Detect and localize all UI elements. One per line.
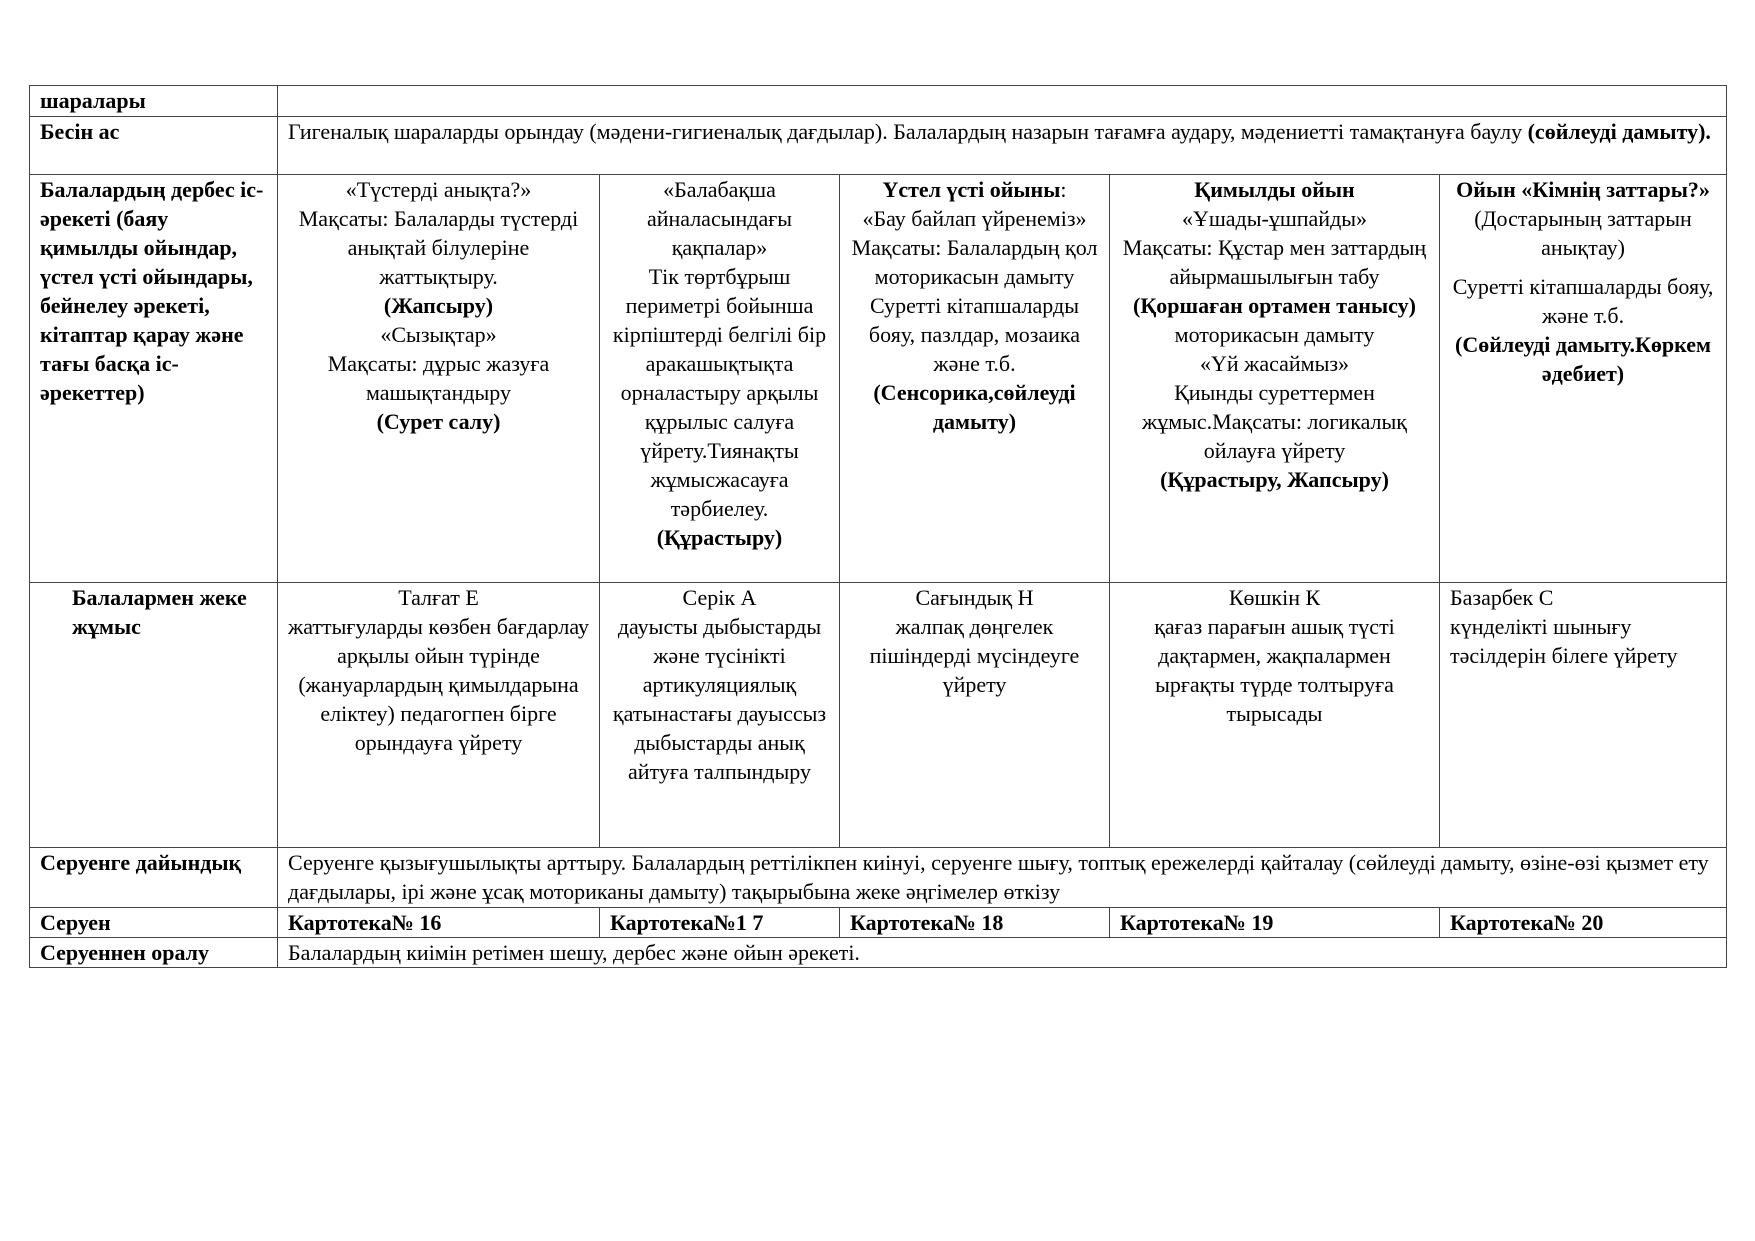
child-task: дауысты дыбыстарды және түсінікті артикуляциялық қатынастағы дауыссыз дыбыстарды анық айтуға талпындыру <box>612 614 827 784</box>
row-derbes <box>30 175 1727 583</box>
col3-colon: : <box>1060 177 1067 202</box>
col4-activity-2: (Құрастыру, Жапсыру) <box>1160 467 1389 492</box>
derbes-col2 <box>600 175 840 583</box>
row-sharalary <box>30 86 1727 117</box>
col4-activity: (Қоршаған ортамен танысу) <box>1133 293 1416 318</box>
child-name: Көшкін К <box>1228 585 1321 610</box>
derbes-col5 <box>1440 175 1727 583</box>
col1-goal: Мақсаты: Балаларды түстерді анықтай білулеріне жаттықтыру. <box>298 206 579 289</box>
card-index: Картотека№ 18 <box>840 908 1110 938</box>
col1-game-title-2: «Сызықтар» <box>380 322 497 347</box>
col4-game-title-2: «Үй жасаймыз» <box>1199 351 1350 376</box>
col4-goal: Мақсаты: Құстар мен заттардың айырмашылығын табу <box>1122 235 1427 289</box>
label-oralu: Серуеннен оралу <box>30 938 278 968</box>
row-seruenge <box>30 848 1727 908</box>
card-index: Картотека№ 20 <box>1440 908 1727 938</box>
col4-game-title: «Ұшады-ұшпайды» <box>1181 206 1368 231</box>
jeke-col2 <box>600 583 840 848</box>
besin-as-text <box>278 117 1727 175</box>
col2-game-title: «Балабақша айналасындағы қақпалар» <box>646 177 793 260</box>
col4-goal-2: Қиынды суреттермен жұмыс.Мақсаты: логикалық ойлауға үйрету <box>1142 380 1407 463</box>
seruenge-text: Серуенге қызығушылықты арттыру. Балалардың реттілікпен киінуі, серуенге шығу, топтық ережелерді қайталау (сөйлеуді дамыту, өзіне-өзі қызмет ету дағдылары, ірі және ұсақ моториканы дамыту) тақырыбына жеке әңгімелер өткізу <box>278 848 1727 908</box>
card-index: Картотека№ 16 <box>278 908 600 938</box>
col1-game-title: «Түстерді анықта?» <box>345 177 532 202</box>
derbes-col1 <box>278 175 600 583</box>
label-seruen: Серуен <box>30 908 278 938</box>
child-task: жаттығуларды көзбен бағдарлау арқылы ойын түрінде (жануарлардың қимылдарына еліктеу) педагогпен бірге орындауға үйрету <box>288 614 589 755</box>
row-jeke <box>30 583 1727 848</box>
card-index: Картотека№1 7 <box>600 908 840 938</box>
child-name: Базарбек С <box>1450 585 1554 610</box>
derbes-col4 <box>1110 175 1440 583</box>
label-besin-as: Бесін ас <box>30 117 278 175</box>
col3-activity: (Сенсорика,сөйлеуді дамыту) <box>873 380 1076 434</box>
col4-heading: Қимылды ойын <box>1194 177 1355 202</box>
label-derbes: Балалардың дербес іс-әрекеті (баяу қимылды ойындар, үстел үсті ойындары, бейнелеу әрекеті, кітаптар қарау және тағы басқа іс-әрекеттер) <box>30 175 278 583</box>
col1-activity: (Жапсыру) <box>383 293 494 318</box>
row-besin-as <box>30 117 1727 175</box>
col5-heading: Ойын «Кімнің заттары?» <box>1456 177 1710 202</box>
col5-activity: (Сөйлеуді дамыту.Көркем әдебиет) <box>1455 332 1712 386</box>
row-oralu <box>30 938 1727 968</box>
child-name: Талғат Е <box>398 585 479 610</box>
jeke-col5 <box>1440 583 1727 848</box>
label-sharalary: шаралары <box>30 86 278 117</box>
derbes-col3 <box>840 175 1110 583</box>
card-index: Картотека№ 19 <box>1110 908 1440 938</box>
col5-goal: (Достарының заттарын анықтау) <box>1474 206 1692 260</box>
row-seruen <box>30 908 1727 938</box>
child-name: Сағындық Н <box>915 585 1034 610</box>
besin-as-description: Гигеналық шараларды орындау (мәдени-гигиеналық дағдылар). Балалардың назарын тағамға аудару, мәдениетті тамақтануға баулу <box>288 119 1523 144</box>
col3-goal: Мақсаты: Балалардың қол моторикасын дамыту Суретті кітапшаларды бояу, пазлдар, мозаика және т.б. <box>851 235 1098 376</box>
child-name: Серік А <box>682 585 757 610</box>
empty-cell <box>278 86 1727 117</box>
col1-goal-2: Мақсаты: дұрыс жазуға машықтандыру <box>327 351 550 405</box>
col3-game-title: «Бау байлап үйренеміз» <box>862 206 1087 231</box>
jeke-col4 <box>1110 583 1440 848</box>
label-seruenge: Серуенге дайындық <box>30 848 278 908</box>
child-task: қағаз парағын ашық түсті дақтармен, жақпалармен ырғақты түрде толтыруға тырысады <box>1154 614 1395 726</box>
col3-heading: Үстел үсті ойыны <box>882 177 1061 202</box>
child-task: жалпақ дөңгелек пішіндерді мүсіндеуге үйрету <box>869 614 1080 697</box>
besin-as-bold: (сөйлеуді дамыту). <box>1527 119 1711 144</box>
child-task: күнделікті шынығу тәсілдерін білеге үйрету <box>1450 614 1678 668</box>
jeke-col3 <box>840 583 1110 848</box>
col2-goal: Тік төртбұрыш периметрі бойынша кірпіштерді белгілі бір аракашықтықта орналастыру арқылы құрылыс салуға үйрету.Тиянақты жұмысжасауға тәрбиелеу. <box>612 264 827 521</box>
col1-activity-2: (Сурет салу) <box>376 409 501 434</box>
daily-plan-table <box>29 85 1727 968</box>
jeke-col1 <box>278 583 600 848</box>
label-jeke: Балалармен жеке жұмыс <box>30 583 278 848</box>
col4-note: моторикасын дамыту <box>1174 322 1375 347</box>
col5-task: Суретті кітапшаларды бояу, және т.б. <box>1452 274 1714 328</box>
oralu-text: Балалардың киімін ретімен шешу, дербес және ойын әрекеті. <box>278 938 1727 968</box>
col2-activity: (Құрастыру) <box>656 525 783 550</box>
